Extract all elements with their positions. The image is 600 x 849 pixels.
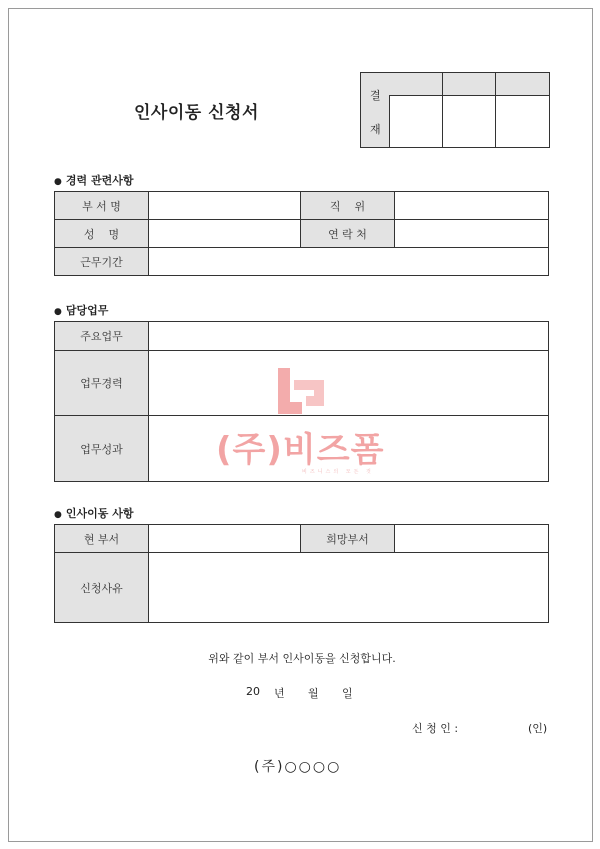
date-year: 20 xyxy=(246,685,260,698)
approval-header-row xyxy=(389,73,549,95)
bullet-icon: ● xyxy=(54,510,62,520)
main-duty-label: 주요업무 xyxy=(55,322,149,351)
period-label: 근무기간 xyxy=(55,248,149,276)
approval-label-top: 결 xyxy=(370,89,381,102)
section-duties-label: 담당업무 xyxy=(65,304,109,317)
applicant-label: 신 청 인 : xyxy=(412,722,459,735)
section-transfer-label: 인사이동 사항 xyxy=(65,507,134,520)
experience-label: 업무경력 xyxy=(55,351,149,416)
date-month-unit: 월 xyxy=(308,687,319,700)
position-field[interactable] xyxy=(395,192,549,220)
career-table xyxy=(54,191,549,276)
position-label: 직 위 xyxy=(301,192,395,220)
approval-label-column xyxy=(361,73,390,147)
dept-field[interactable] xyxy=(149,192,301,220)
approval-sign-cell[interactable] xyxy=(443,96,495,147)
transfer-table xyxy=(54,524,549,623)
approval-label-bottom: 재 xyxy=(370,123,381,136)
main-duty-field[interactable] xyxy=(149,322,549,351)
current-dept-field[interactable] xyxy=(149,525,301,553)
section-career-heading xyxy=(54,172,133,188)
date-year-unit: 년 xyxy=(274,687,285,700)
reason-label: 신청사유 xyxy=(55,553,149,623)
dept-label: 부 서 명 xyxy=(55,192,149,220)
approval-box xyxy=(360,72,550,148)
experience-field[interactable] xyxy=(149,351,549,416)
current-dept-label: 현 부서 xyxy=(55,525,149,553)
section-transfer-heading xyxy=(54,505,133,521)
name-label: 성 명 xyxy=(55,220,149,248)
document-title: 인사이동 신청서 xyxy=(134,103,259,123)
period-field[interactable] xyxy=(149,248,549,276)
watermark-logo-icon xyxy=(272,366,330,418)
desired-dept-label: 희망부서 xyxy=(301,525,395,553)
achievements-label: 업무성과 xyxy=(55,416,149,482)
name-field[interactable] xyxy=(149,220,301,248)
watermark-subtext: 비즈니스의 모든 것 xyxy=(302,469,374,475)
approval-sign-cell[interactable] xyxy=(496,96,548,147)
approval-sign-cell[interactable] xyxy=(390,96,442,147)
statement-text: 위와 같이 부서 인사이동을 신청합니다. xyxy=(208,652,396,665)
section-duties-heading xyxy=(54,302,108,318)
section-career-label: 경력 관련사항 xyxy=(65,174,134,187)
desired-dept-field[interactable] xyxy=(395,525,549,553)
watermark-text: (주)비즈폼 xyxy=(216,430,385,470)
contact-field[interactable] xyxy=(395,220,549,248)
reason-field[interactable] xyxy=(149,553,549,623)
date-day-unit: 일 xyxy=(342,687,353,700)
company-name: (주)○○○○ xyxy=(254,759,342,775)
bullet-icon: ● xyxy=(54,177,62,187)
seal-mark: (인) xyxy=(528,722,548,735)
contact-label: 연 락 처 xyxy=(301,220,395,248)
bullet-icon: ● xyxy=(54,307,62,317)
